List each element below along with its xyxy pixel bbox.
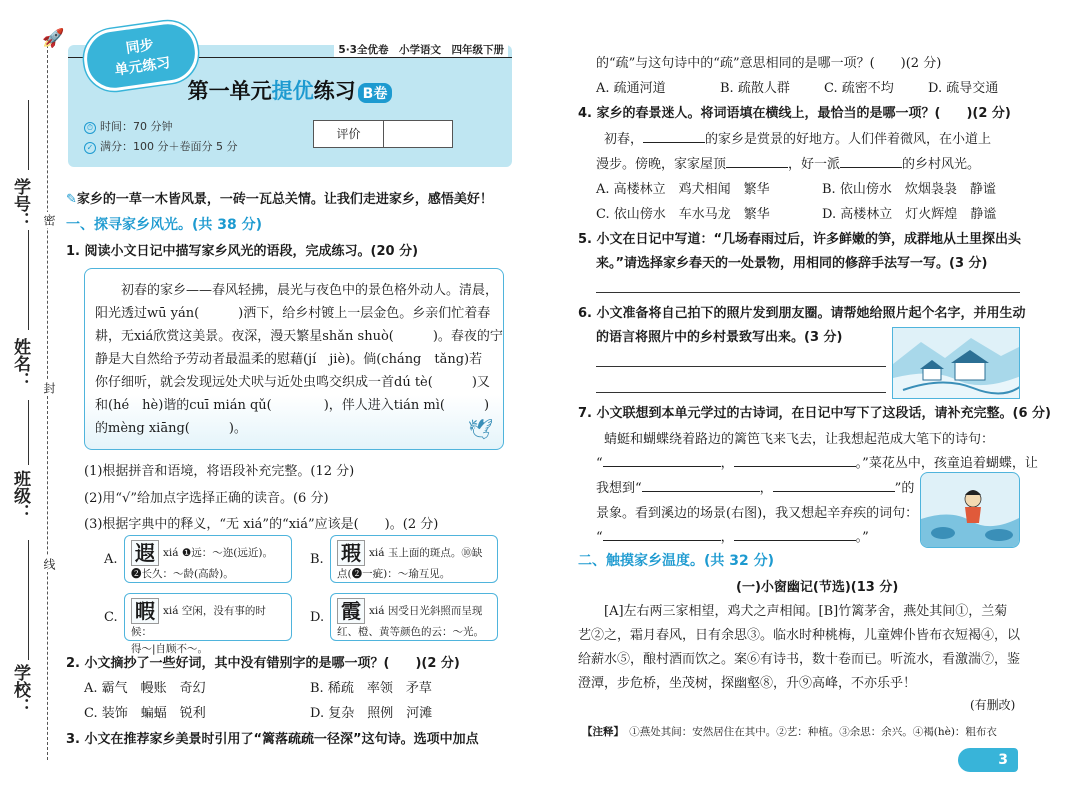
footnote-label: 【注释】 (582, 726, 619, 738)
exam-full-score: 满分：100 分＋卷面分 5 分 (100, 140, 238, 153)
reading-line: 给薪水⑤，酿村酒而饮之。案⑥有诗书，数十卷而已。听流水，看激湍⑦，鉴 (578, 652, 1021, 667)
q3-option-c[interactable]: C. 疏密不均 (824, 81, 894, 96)
card-option-d[interactable]: D. (310, 610, 325, 625)
card-option-b[interactable]: B. (310, 552, 324, 567)
intro-line: ✎家乡的一草一木皆风景，一砖一瓦总关情。让我们走进家乡，感悟美好！ (66, 192, 493, 207)
dict-card-d: 霞 xiá 因受日光斜照而呈现 红、橙、黄等颜色的云：～光。 (330, 593, 498, 641)
dict-char-c: 暇 (131, 598, 159, 624)
exam-header (68, 37, 512, 167)
student-id-blank[interactable] (28, 100, 29, 170)
q2-option-d[interactable]: D. 复杂 照例 河滩 (310, 706, 433, 721)
question-7-line-2: 蜻蜓和蝴蝶绕着路边的篱笆飞来飞去，让我想起范成大笔下的诗句： (578, 432, 995, 447)
section-2-heading: 二、触摸家乡温度。(共 32 分) (578, 553, 775, 569)
q3-option-b[interactable]: B. 疏散人群 (720, 81, 790, 96)
reading-source-note: (有删改) (970, 698, 1016, 712)
diary-line: 和(hé hè)谐的cuī mián qǔ( )，伴人进入tián mì( ) (95, 398, 490, 413)
question-5-line-2: 来。”请选择家乡春天的一处景物，用相同的修辞手法写一写。(3 分) (596, 256, 988, 271)
evaluation-box[interactable] (313, 120, 453, 148)
dict-char-d: 霞 (337, 598, 365, 624)
q7-blank-6[interactable] (734, 540, 856, 541)
page-number: 3 (958, 748, 1018, 772)
section-1-heading: 一、探寻家乡风光。(共 38 分) (66, 217, 263, 233)
q4-option-d[interactable]: D. 高楼林立 灯火辉煌 静谧 (822, 207, 997, 222)
evaluation-field[interactable] (384, 121, 452, 147)
dict-card-b: 瑕 xiá 玉上面的斑点。⑩缺 点(❷一疵)：～瑜互见。 (330, 535, 498, 583)
name-label: 姓名： (10, 338, 30, 389)
q6-answer-line-2[interactable] (596, 392, 886, 393)
title-part-a: 第一单元 (187, 79, 272, 103)
q2-option-c[interactable]: C. 装饰 蝙蝠 锐利 (84, 706, 206, 721)
question-7-line-5: 景象。看到溪边的场景(右图)，我又想起辛弃疾的词句： (596, 506, 919, 521)
question-1: 1. 阅读小文日记中描写家乡风光的语段，完成练习。(20 分) (66, 244, 419, 259)
q7-blank-5[interactable] (603, 540, 721, 541)
class-label: 班级： (10, 470, 30, 521)
question-7-line-1: 7. 小文联想到本单元学过的古诗词，在日记中写下了这段话，请补充完整。(6 分) (578, 406, 1051, 421)
village-illustration (893, 328, 1020, 399)
clock-icon: ⏱ (84, 122, 96, 134)
class-blank[interactable] (28, 400, 29, 465)
dict-char-a: 遐 (131, 540, 159, 566)
check-icon: ✓ (84, 142, 96, 154)
dict-card-c: 暇 xiá 空闲，没有事的时候： 得～|自顾不～。 (124, 593, 292, 641)
evaluation-label: 评价 (314, 121, 384, 147)
rocket-icon: 🚀 (42, 28, 65, 49)
question-5-line-1: 5. 小文在日记中写道：“几场春雨过后，许多鲜嫩的笋，成群地从土里探出头 (578, 232, 1022, 247)
footnote-text: ①燕处其间：安然居住在其中。②艺：种植。③余思：余兴。④褐(hè)：粗布衣 (629, 726, 997, 738)
question-1-sub-2: (2)用“√”给加点字选择正确的读音。(6 分) (84, 491, 329, 506)
school-blank[interactable] (28, 540, 29, 660)
footnote (582, 724, 997, 739)
question-1-sub-3: (3)根据字典中的释义，“无 xiá”的“xiá”应该是( )。(2 分) (84, 517, 439, 532)
reading-line: 澄潭，步危桥，坐茂树，探幽壑⑧，升⑨高峰，不亦乐乎！ (578, 676, 917, 691)
q7-blank-4[interactable] (773, 491, 895, 492)
card-option-a[interactable]: A. (104, 552, 118, 567)
breadcrumb: 5·3全优卷 小学语文 四年级下册 (334, 42, 508, 57)
leaf-icon: ✎ (66, 192, 77, 207)
question-3: 3. 小文在推荐家乡美景时引用了“篱落疏疏一径深”这句诗。选项中加点 (66, 732, 479, 747)
reading-line: 艺②之，霜月春风，日有余思③。临水时种桃梅，儿童婢仆皆布衣短褐④，以 (578, 628, 1021, 643)
diary-line: 阳光透过wū yán( )洒下，给乡村镀上一层金色。乡亲们忙着春 (95, 306, 491, 321)
q4-passage-line-1: 初春， 的家乡是赏景的好地方。人们伴着微风，在小道上 (578, 132, 992, 147)
village-photo (892, 327, 1020, 399)
paper-version-badge: B卷 (358, 83, 393, 103)
diary-line: 静是大自然给予劳动者最温柔的慰藉(jí jiè)。倘(cháng tǎng)若 (95, 352, 483, 367)
q7-blank-1[interactable] (603, 466, 721, 467)
q2-option-b[interactable]: B. 稀疏 率领 矛草 (310, 681, 432, 696)
binding-margin (0, 0, 65, 785)
q4-blank-1[interactable] (643, 142, 705, 143)
question-1-sub-1: (1)根据拼音和语境，将语段补充完整。(12 分) (84, 464, 355, 479)
cut-line (47, 40, 48, 760)
question-6-line-2: 的语言将照片中的乡村景致写出来。(3 分) (596, 330, 843, 345)
child-by-stream-illustration (921, 473, 1020, 548)
diary-line: 初春的家乡——春风轻拂，晨光与夜色中的景色格外动人。清晨， (95, 283, 499, 298)
q4-blank-3[interactable] (840, 167, 902, 168)
q4-option-a[interactable]: A. 高楼林立 鸡犬相闻 繁华 (596, 182, 770, 197)
question-2: 2. 小文摘抄了一些好词，其中没有错别字的是哪一项？( )(2 分) (66, 656, 460, 671)
q4-option-b[interactable]: B. 依山傍水 炊烟袅袅 静谧 (822, 182, 996, 197)
page-title (68, 75, 512, 105)
reading-title: (一)小窗幽记(节选)(13 分) (736, 580, 899, 595)
badge-line-2: 单元练习 (113, 55, 172, 79)
dict-card-a: 遐 xiá ❶远：～迩(远近)。 ❷长久：～龄(高龄)。 (124, 535, 292, 583)
q4-passage-line-2: 漫步。傍晚，家家屋顶 ，好一派 的乡村风光。 (596, 157, 981, 172)
diary-line: 耕，无xiá欣赏这美景。夜深，漫天繁星shǎn shuò( )。春夜的宁 (95, 329, 503, 344)
exam-time: 时间：70 分钟 (100, 120, 173, 133)
diary-passage-box (84, 268, 504, 450)
dict-char-b: 瑕 (337, 540, 365, 566)
seal-mark-feng: 封 (42, 382, 56, 394)
q3-option-a[interactable]: A. 疏通河道 (596, 81, 666, 96)
q7-blank-2[interactable] (734, 466, 856, 467)
title-part-c: 练习 (313, 79, 356, 103)
seal-mark-mi: 密 (42, 214, 56, 226)
diary-line: 你仔细听，就会发现远处犬吠与近处虫鸣交织成一首dú tè( )又 (95, 375, 490, 390)
badge-line-1: 同步 (124, 37, 155, 57)
title-part-b: 提优 (271, 79, 314, 103)
q3-option-d[interactable]: D. 疏导交通 (928, 81, 999, 96)
q6-answer-line-1[interactable] (596, 366, 886, 367)
card-option-c[interactable]: C. (104, 610, 118, 625)
stream-photo (920, 472, 1020, 548)
question-4: 4. 家乡的春景迷人。将词语填在横线上，最恰当的是哪一项？( )(2 分) (578, 106, 1011, 121)
exam-meta (84, 117, 237, 157)
question-7-line-4: 我想到“ ， ”的 (596, 481, 915, 496)
q4-blank-2[interactable] (726, 167, 788, 168)
q2-option-a[interactable]: A. 霸气 幔账 奇幻 (84, 681, 206, 696)
diary-line: 的mèng xiāng( )。 (95, 421, 247, 436)
student-id-label: 学号： (10, 178, 30, 229)
seal-mark-xian: 线 (42, 558, 56, 570)
school-label: 学校： (10, 664, 30, 715)
name-blank[interactable] (28, 230, 29, 330)
question-7-line-3: “ ， 。”菜花丛中，孩童追着蝴蝶，让 (596, 456, 1038, 471)
bird-icon: 🕊 (467, 417, 493, 441)
question-3-continued: 的“疏”与这句诗中的“疏”意思相同的是哪一项？( )(2 分) (596, 56, 942, 71)
reading-line: [A]左右两三家相望，鸡犬之声相闻。[B]竹篱茅舍，燕处其间①，兰菊 (578, 604, 1008, 619)
q4-option-c[interactable]: C. 依山傍水 车水马龙 繁华 (596, 207, 770, 222)
q5-answer-line[interactable] (596, 292, 1020, 293)
question-6-line-1: 6. 小文准备将自己拍下的照片发到朋友圈。请帮她给照片起个名字，并用生动 (578, 306, 1026, 321)
q7-blank-3[interactable] (642, 491, 760, 492)
question-7-line-6: “ ， 。” (596, 530, 869, 545)
